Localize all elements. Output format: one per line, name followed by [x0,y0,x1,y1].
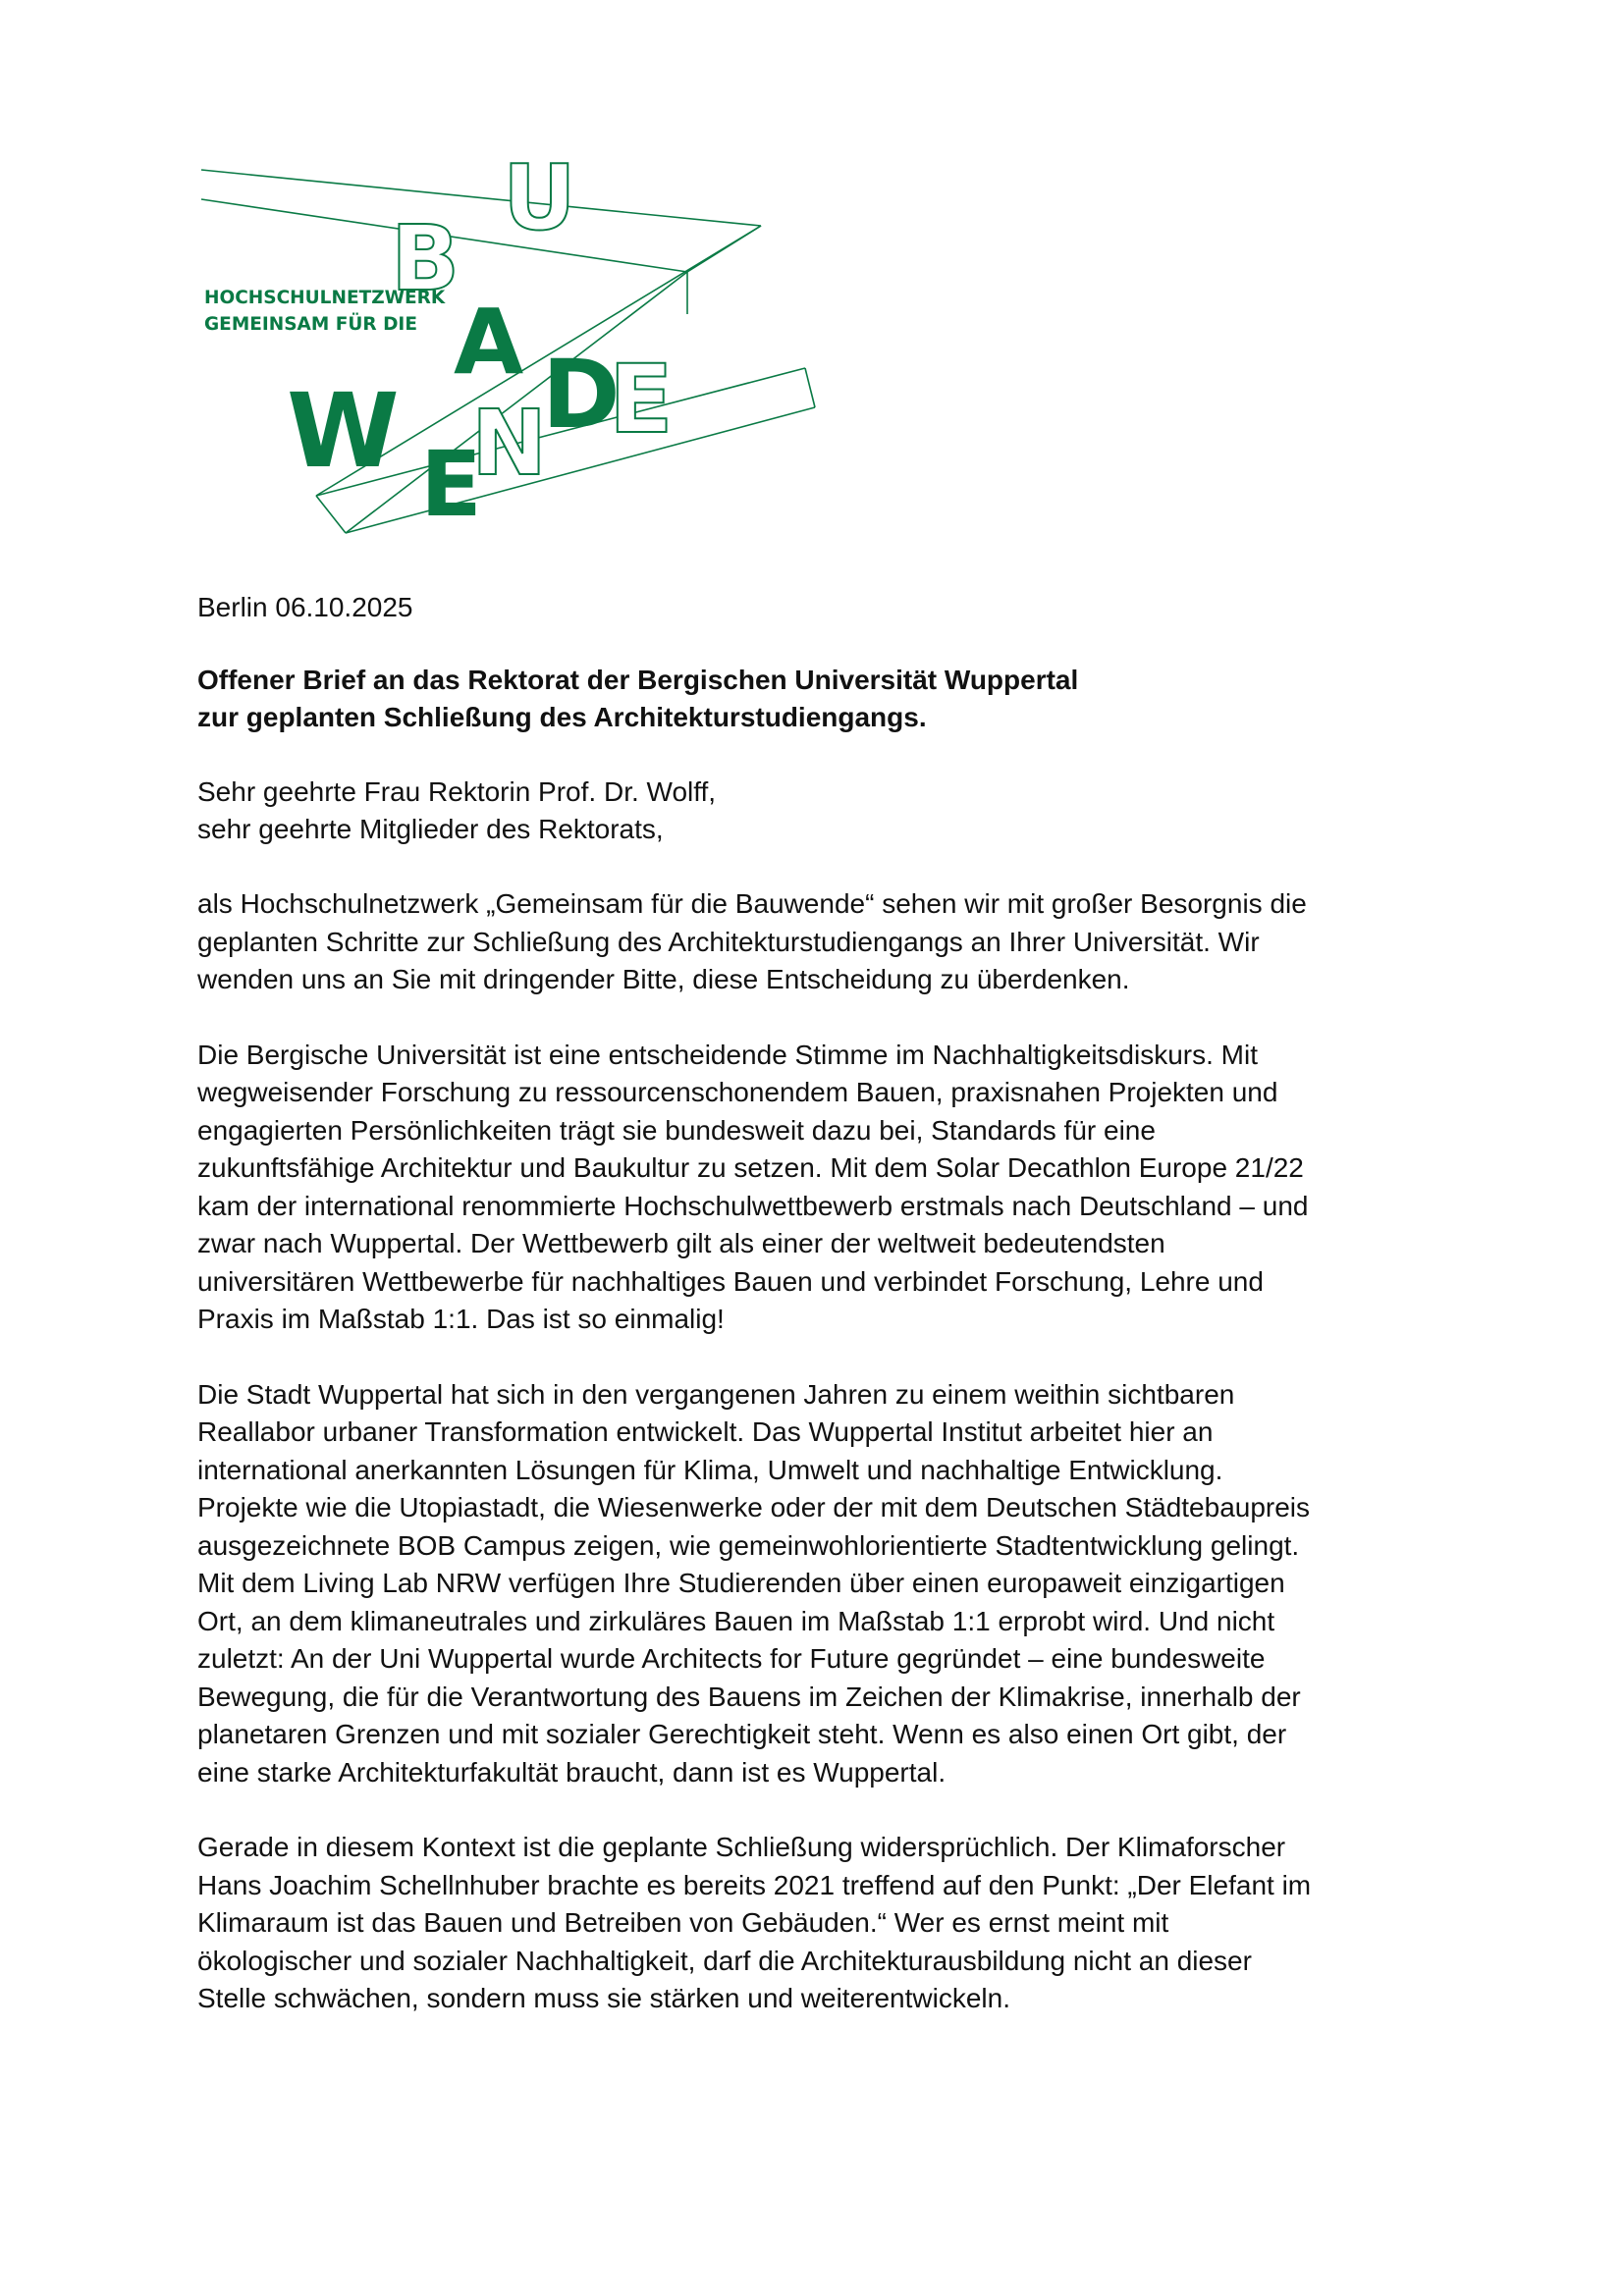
paragraph-line: Reallabor urbaner Transformation entwickelt. Das Wuppertal Institut arbeitet hier an [197,1416,1214,1447]
paragraph-line: Klimaraum ist das Bauen und Betreiben von Gebäuden.“ Wer es ernst meint mit [197,1907,1169,1938]
paragraph-line: Die Bergische Universität ist eine entscheidende Stimme im Nachhaltigkeitsdiskurs. Mit [197,1039,1258,1070]
logo-letter-b: B [391,206,460,311]
paragraph-line: Mit dem Living Lab NRW verfügen Ihre Studierenden über einen europaweit einzigartigen [197,1568,1285,1598]
paragraph-line: zukunftsfähige Architektur und Baukultur zu setzen. Mit dem Solar Decathlon Europe 21/22 [197,1152,1304,1183]
logo-network-line2: GEMEINSAM FÜR DIE [204,314,417,335]
salutation-line: sehr geehrte Mitglieder des Rektorats, [197,814,664,844]
paragraph-2 [197,1037,1434,1339]
paragraph-line: Ort, an dem klimaneutrales und zirkuläres Bauen im Maßstab 1:1 erprobt wird. Und nicht [197,1605,1275,1636]
logo-letter-e1: E [420,432,482,537]
paragraph-line: kam der international renommierte Hochschulwettbewerb erstmals nach Deutschland – und [197,1190,1309,1221]
paragraph-line: international anerkannten Lösungen für Klima, Umwelt und nachhaltige Entwicklung. [197,1454,1223,1485]
paragraph-line: planetaren Grenzen und mit sozialer Gerechtigkeit steht. Wenn es also einen Ort gibt, der [197,1719,1287,1749]
salutation-line: Sehr geehrte Frau Rektorin Prof. Dr. Wolff, [197,776,717,807]
logo-network-line1: HOCHSCHULNETZWERK [204,288,446,308]
paragraph-line: Bewegung, die für die Verantwortung des Bauens im Zeichen der Klimakrise, innerhalb der [197,1681,1301,1712]
logo-letter-e2: E [609,345,674,454]
paragraph-line: Projekte wie die Utopiastadt, die Wiesenwerke oder der mit dem Deutschen Städtebaupreis [197,1492,1311,1522]
subject-line: Offener Brief an das Rektorat der Bergischen Universität Wuppertal [197,665,1079,695]
subject-line: zur geplanten Schließung des Architekturstudiengangs. [197,702,927,732]
paragraph-line: eine starke Architekturfakultät braucht, dann ist es Wuppertal. [197,1756,947,1788]
paragraph-1 [197,885,1434,999]
paragraph-line: geplanten Schritte zur Schließung des Architekturstudiengangs an Ihrer Universität. Wir [197,926,1260,957]
paragraph-line: Stelle schwächen, sondern muss sie stärken und weiterentwickeln. [197,1983,1010,2013]
letter-salutation [197,774,1434,848]
bauwende-logo [196,162,923,564]
bauwende-logo-graphic [196,162,923,564]
letter-date: Berlin 06.10.2025 [197,592,413,622]
paragraph-line: zuletzt: An der Uni Wuppertal wurde Architects for Future gegründet – eine bundesweite [197,1643,1266,1674]
paragraph-line: universitären Wettbewerbe für nachhaltiges Bauen und verbindet Forschung, Lehre und [197,1265,1264,1297]
paragraph-line: engagierten Persönlichkeiten trägt sie bundesweit dazu bei, Standards für eine [197,1114,1156,1146]
open-letter [197,589,1434,2018]
paragraph-line: ökologischer und sozialer Nachhaltigkeit, darf die Architekturausbildung nicht an dieser [197,1945,1252,1976]
paragraph-line: Hans Joachim Schellnhuber brachte es bereits 2021 treffend auf den Punkt: „Der Elefant im [197,1869,1312,1900]
paragraph-line: zwar nach Wuppertal. Der Wettbewerb gilt als einer der weltweit bedeutendsten [197,1228,1165,1258]
logo-letter-d: D [542,340,621,450]
paragraph-3 [197,1376,1434,1792]
logo-letter-n: N [471,391,547,496]
paragraph-line: Die Stadt Wuppertal hat sich in den vergangenen Jahren zu einem weithin sichtbaren [197,1378,1235,1410]
paragraph-line: als Hochschulnetzwerk „Gemeinsam für die Bauwende“ sehen wir mit großer Besorgnis die [197,888,1307,919]
logo-letter-u: U [503,162,576,250]
paragraph-line: Praxis im Maßstab 1:1. Das ist so einmalig! [197,1304,725,1334]
paragraph-line: ausgezeichnete BOB Campus zeigen, wie gemeinwohlorientierte Stadtentwicklung gelingt. [197,1529,1300,1561]
logo-letter-a: A [454,290,524,395]
paragraph-line: wegweisender Forschung zu ressourcenschonendem Bauen, praxisnahen Projekten und [197,1077,1278,1107]
paragraph-4 [197,1829,1434,2018]
paragraph-line: Gerade in diesem Kontext ist die geplante Schließung widersprüchlich. Der Klimaforscher [197,1832,1286,1862]
letter-subject [197,662,1434,736]
paragraph-line: wenden uns an Sie mit dringender Bitte, diese Entscheidung zu überdenken. [197,964,1130,994]
logo-letter-w: W [287,371,400,491]
